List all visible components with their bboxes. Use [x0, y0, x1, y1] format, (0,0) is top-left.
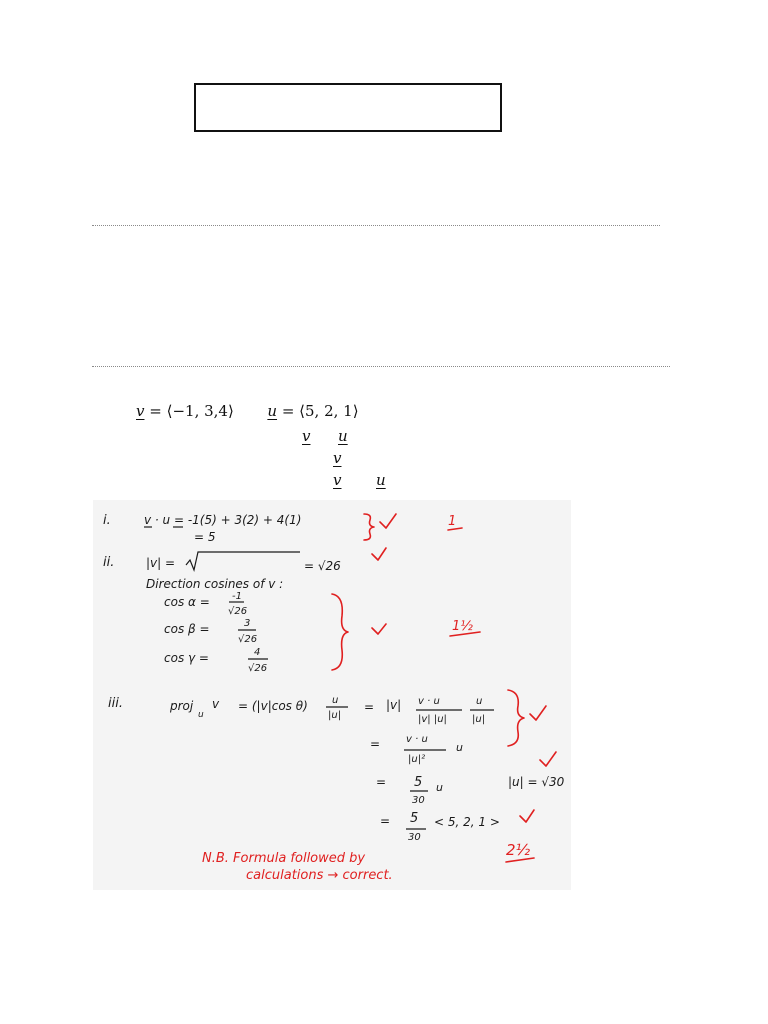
question-line-4-u: u: [376, 471, 386, 489]
tick-icon: [372, 624, 386, 634]
frac2-num: v · u: [418, 696, 440, 707]
cos-gamma-num: 4: [254, 647, 261, 658]
frac3-den: |u|: [472, 714, 486, 725]
step4-vector: < 5, 2, 1 >: [434, 815, 500, 829]
question-line-2-u: u: [338, 427, 348, 445]
magnitude-rhs: = √26: [304, 559, 341, 573]
part-iii-label: iii.: [108, 696, 123, 711]
brace-part-iii: [508, 690, 524, 746]
magnitude-lhs: |v| =: [146, 556, 176, 570]
proj-subscript: u: [198, 710, 204, 720]
part-i-label: i.: [103, 513, 111, 528]
part-i-result: = 5: [194, 530, 216, 544]
step2-u: u: [456, 741, 463, 754]
question-line-3-v: v: [333, 449, 342, 467]
marker-note-line-1: N.B. Formula followed by: [202, 851, 366, 866]
equals-2: =: [364, 700, 375, 714]
sqrt-stroke: [186, 552, 300, 570]
vector-v-value: = ⟨−1, 3,4⟩: [149, 402, 234, 420]
proj-equals: = (|v|cos θ): [238, 699, 308, 713]
cos-alpha-den: √26: [228, 606, 248, 617]
brace-part-ii: [332, 594, 348, 670]
cos-beta-num: 3: [244, 618, 251, 629]
cos-beta: cos β =: [164, 622, 210, 636]
step2-equals: =: [370, 737, 381, 751]
question-line-2-v: v: [302, 427, 311, 445]
cos-beta-den: √26: [238, 634, 258, 645]
frac1-num: u: [332, 695, 339, 706]
cos-gamma-den: √26: [248, 663, 268, 674]
tick-icon: [380, 514, 396, 528]
frac3-num: u: [476, 696, 483, 707]
step3-num: 5: [414, 775, 423, 790]
frac2-den: |v| |u|: [418, 714, 447, 725]
tick-icon: [540, 752, 556, 766]
question-line-4-v: v: [333, 471, 342, 489]
step4-num: 5: [410, 811, 419, 826]
step4-equals: =: [380, 814, 391, 828]
vector-u-symbol: u: [267, 402, 278, 420]
part-i-dot-product: v · u = -1(5) + 3(2) + 4(1): [144, 513, 302, 527]
step3-den: 30: [412, 795, 425, 806]
proj-v: v: [212, 697, 220, 711]
tick-icon: [372, 548, 386, 560]
step3-u: u: [436, 781, 443, 794]
mark-part-iii: 2½: [506, 841, 531, 859]
tick-icon: [530, 706, 546, 720]
mag-v: |v|: [386, 698, 402, 712]
vector-u-value: = ⟨5, 2, 1⟩: [281, 402, 359, 420]
vector-v-symbol: v: [136, 402, 145, 420]
tick-icon: [520, 810, 534, 822]
frac1-den: |u|: [328, 710, 342, 721]
proj-word: proj: [170, 699, 194, 713]
direction-cosines-heading: Direction cosines of v :: [146, 577, 284, 591]
marker-note-line-2: calculations → correct.: [246, 868, 393, 883]
brace-part-i: [364, 514, 374, 540]
mark-part-i: 1: [448, 514, 457, 529]
step2-num: v · u: [406, 734, 428, 745]
cos-alpha-num: -1: [232, 591, 242, 602]
cos-alpha: cos α =: [164, 595, 210, 609]
step3-equals: =: [376, 775, 387, 789]
cos-gamma: cos γ =: [164, 651, 209, 665]
part-ii-label: ii.: [103, 555, 115, 570]
step2-den: |u|²: [408, 754, 426, 765]
step4-den: 30: [408, 832, 421, 843]
magnitude-u-note: |u| = √30: [508, 775, 565, 789]
mark-part-ii: 1½: [452, 619, 473, 634]
